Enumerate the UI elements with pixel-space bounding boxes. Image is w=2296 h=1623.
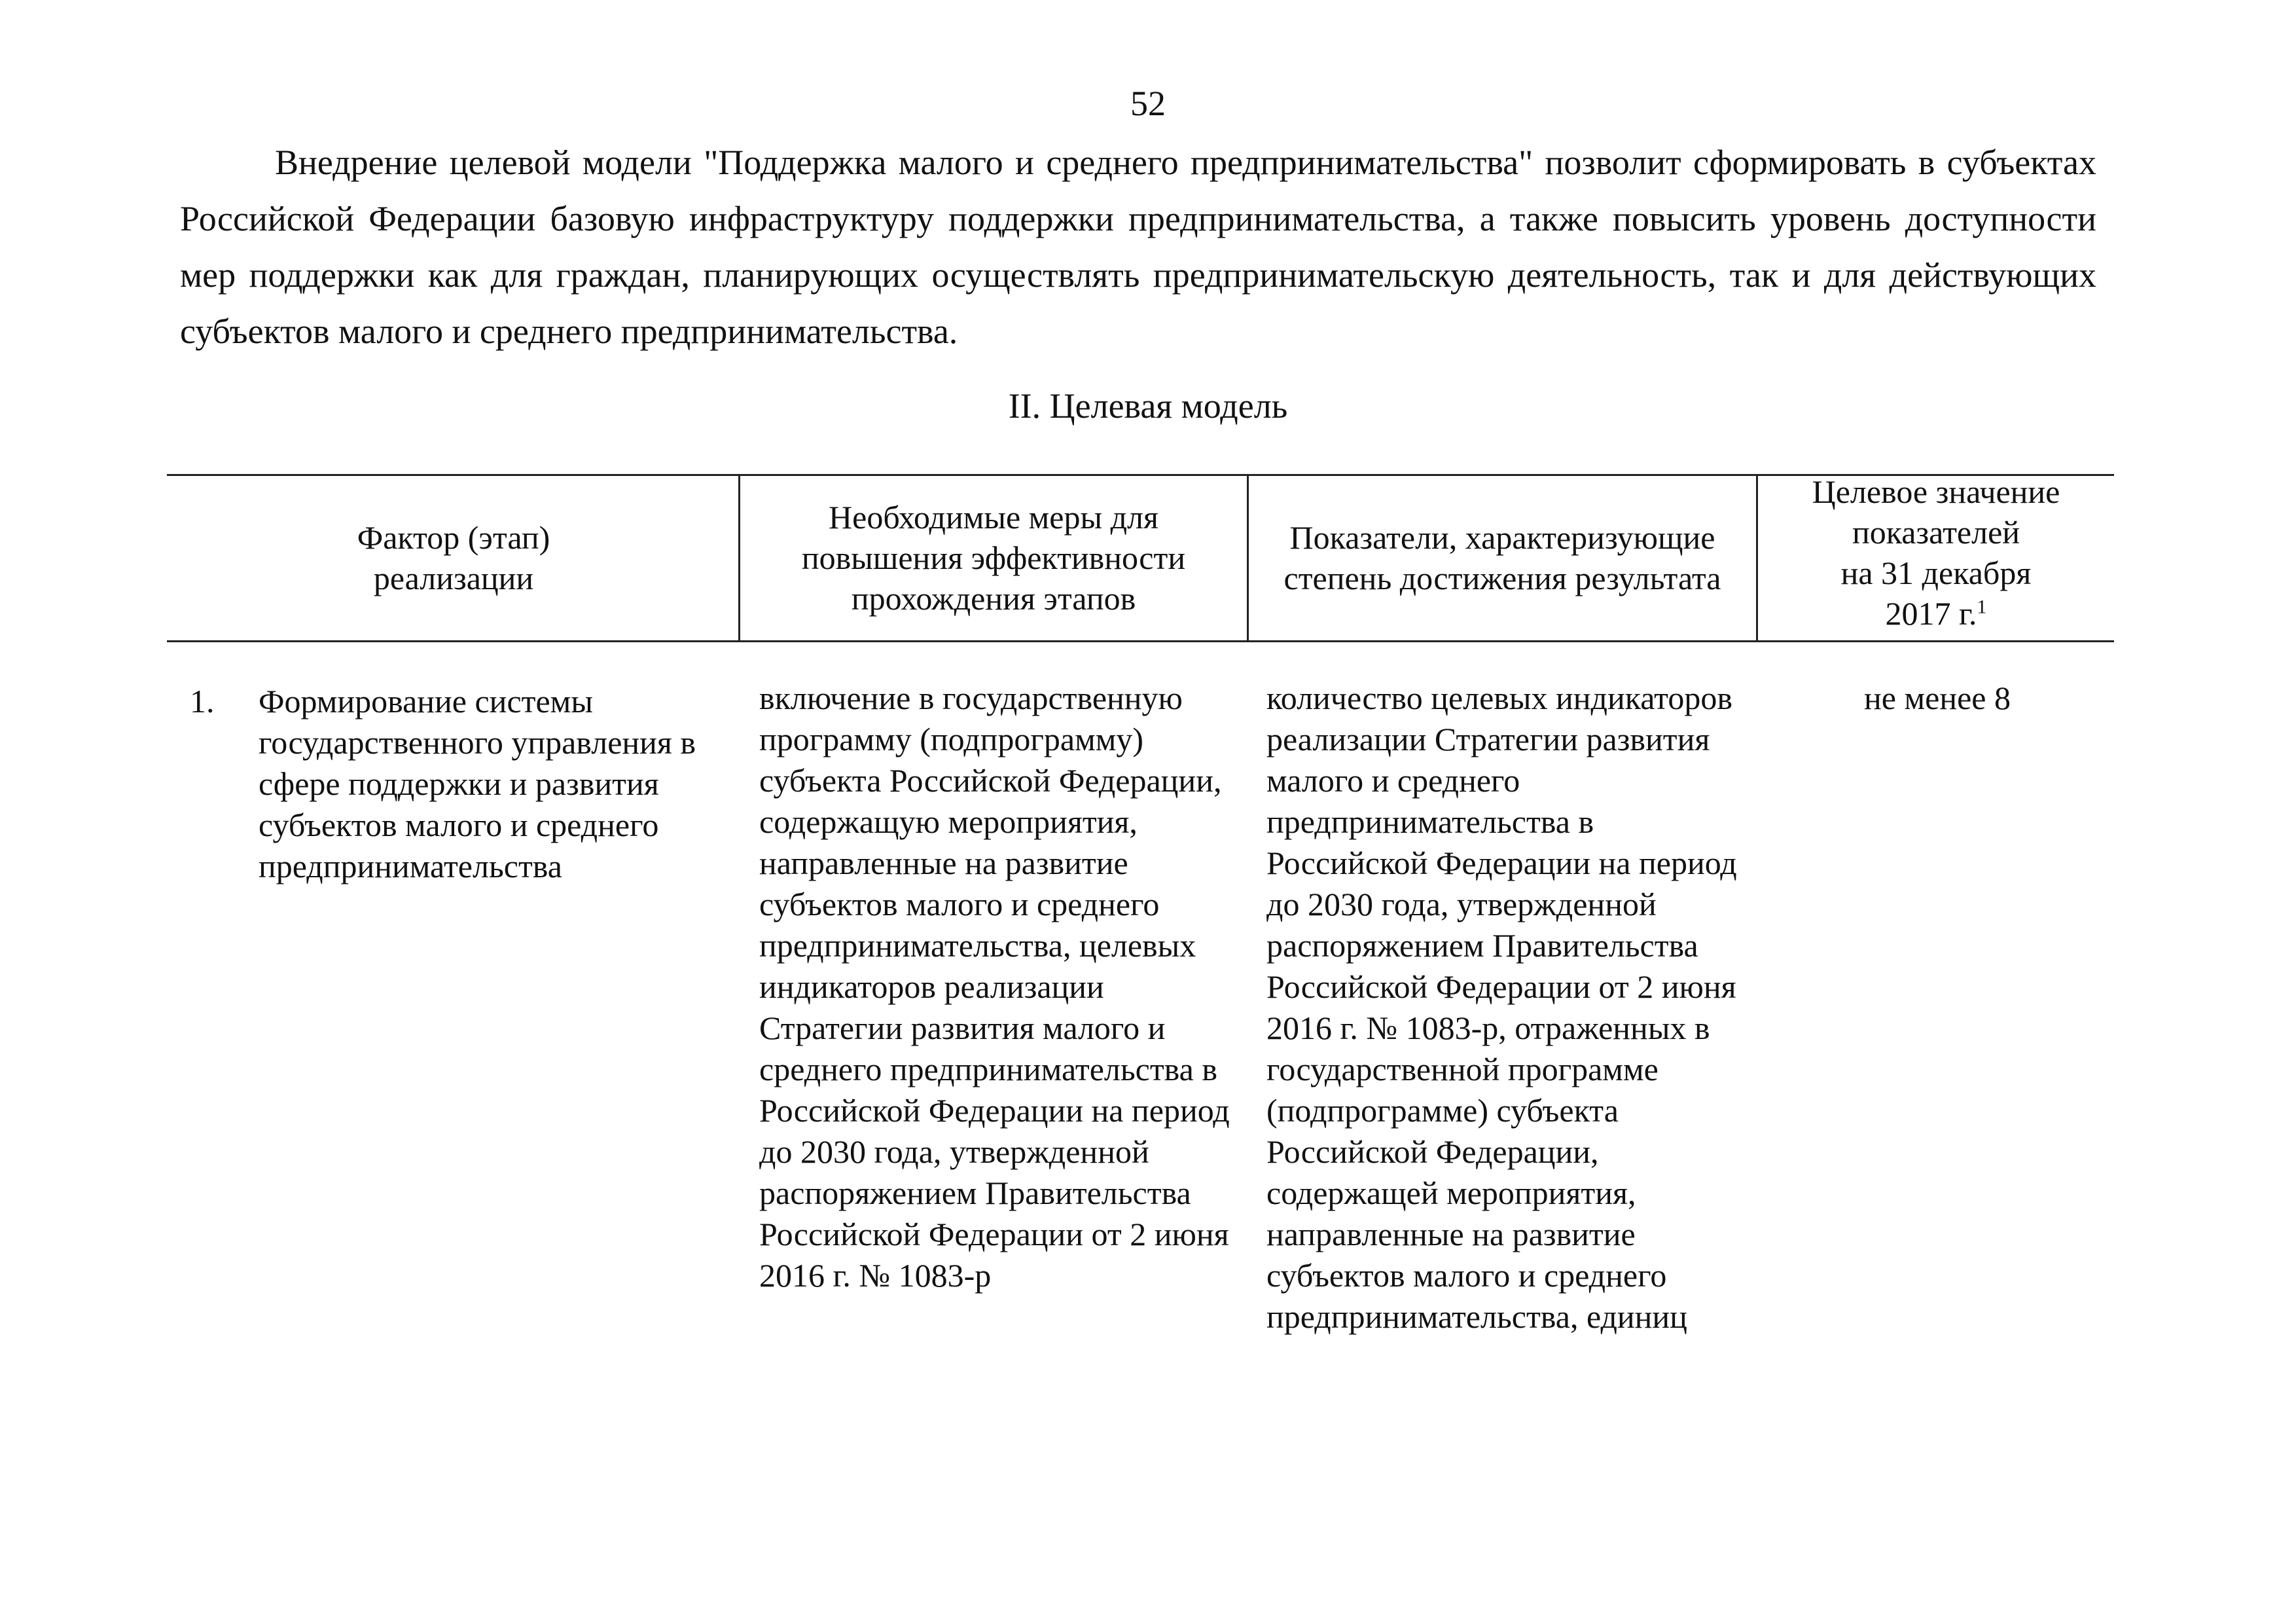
header-target-line2: показателей bbox=[1852, 514, 2020, 551]
row-measures: включение в государственную программу (подпрограмму) субъекта Российской Федерации, содержащую мероприятия, направленные на развитие субъектов малого и среднего предпринимательства, целевых индикаторов реализации Стратегии развития малого и среднего предпринимательства в Российской Федерации на период до 2030 года, утвержденной распоряжением Правительства Российской Федерации от 2 июня 2016 г. № 1083-р bbox=[759, 680, 1230, 1294]
column-divider-3 bbox=[1756, 474, 1758, 641]
header-factor bbox=[170, 477, 737, 639]
section-title: II. Целевая модель bbox=[1008, 386, 1288, 426]
header-target bbox=[1759, 466, 2113, 639]
table-header-bottom-rule bbox=[167, 640, 2114, 642]
row-number: 1. bbox=[190, 683, 215, 720]
header-indicators-line2: степень достижения результата bbox=[1283, 560, 1721, 596]
row-indicators: количество целевых индикаторов реализации Стратегии развития малого и среднего предпринимательства в Российской Федерации на период до 2030 года, утвержденной распоряжением Правительства Российской Федерации от 2 июня 2016 г. № 1083-р, отраженных в государственной программе (подпрограмме) субъекта Российской Федерации, содержащей мероприятия, направленные на развитие субъектов малого и среднего предпринимательства, единиц bbox=[1266, 680, 1737, 1335]
row-factor: Формирование системы государственного управления в сфере поддержки и развития субъектов малого и среднего предпринимательства bbox=[259, 683, 696, 884]
header-measures bbox=[742, 477, 1246, 639]
header-target-line3: на 31 декабря bbox=[1840, 555, 2032, 591]
header-measures-line3: прохождения этапов bbox=[851, 580, 1136, 617]
header-target-year: 2017 г. bbox=[1885, 595, 1977, 632]
header-indicators bbox=[1250, 477, 1755, 639]
page-number: 52 bbox=[1130, 84, 1166, 123]
header-indicators-line1: Показатели, характеризующие bbox=[1289, 519, 1715, 556]
column-divider-1 bbox=[738, 474, 740, 641]
header-measures-line2: повышения эффективности bbox=[801, 539, 1186, 576]
header-measures-line1: Необходимые меры для bbox=[829, 499, 1158, 536]
header-target-line4 bbox=[1812, 593, 2060, 634]
footnote-marker: 1 bbox=[1977, 596, 1987, 618]
header-factor-line2: реализации bbox=[373, 560, 534, 596]
header-factor-line1: Фактор (этап) bbox=[357, 519, 550, 556]
column-divider-2 bbox=[1247, 474, 1249, 641]
header-target-line1: Целевое значение bbox=[1812, 473, 2060, 510]
row-target: не менее 8 bbox=[1864, 680, 2011, 716]
intro-paragraph: Внедрение целевой модели "Поддержка малого и среднего предпринимательства" позволит сформировать в субъектах Российской Федерации базовую инфраструктуру поддержки предпринимательства, а также повысить уровень доступности мер поддержки как для граждан, планирующих осуществлять предпринимательскую деятельность, так и для действующих субъектов малого и среднего предпринимательства. bbox=[180, 143, 2096, 351]
